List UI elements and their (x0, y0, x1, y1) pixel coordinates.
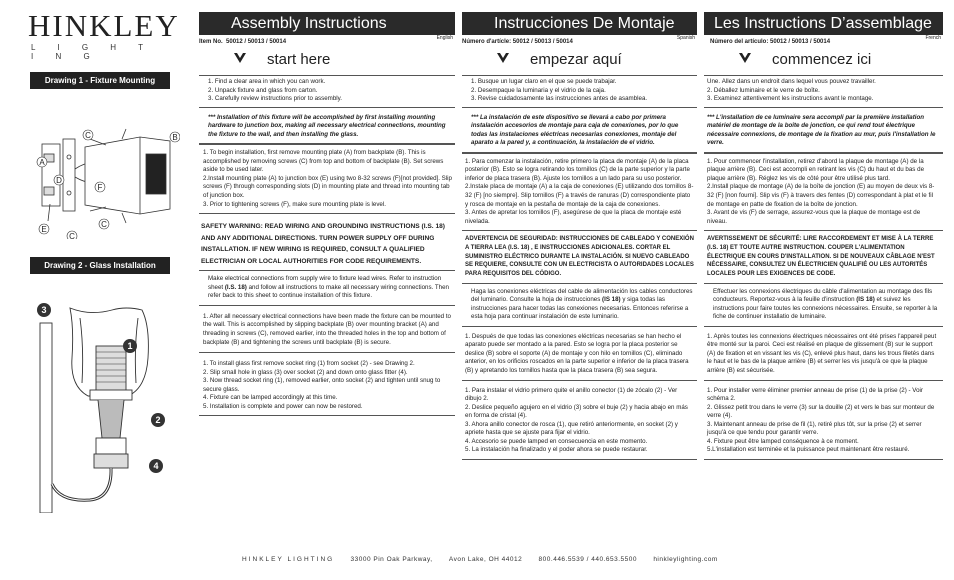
footer-brand: HINKLEY LIGHTING (242, 556, 335, 563)
label-2: 2 (155, 415, 161, 425)
label-c-bottom: C (101, 220, 107, 229)
french-mounting-step: 2.Install plaque de montage (A) de la boîte de jonction (E) au moyen de deux vis 8-32 (F) [non fourni]. Slip vis (F) à travers des fentes (D) correspondant à plat et le fil de montage en patte de fixation de la boîte de jonction. (707, 183, 935, 208)
english-language-tag: English (436, 35, 453, 41)
label-d: D (56, 176, 62, 185)
spanish-mounting-steps (462, 153, 697, 231)
english-glass-step: 3. Now thread socket ring (1), removed earlier, onto socket (2) and tighten until snug to secure glass. (203, 377, 441, 393)
english-prep-steps (199, 75, 455, 108)
spanish-start-label: empezar aquí (530, 51, 622, 68)
spanish-title: Instrucciones De Montaje (462, 12, 697, 35)
english-prep-step: 3. Carefully review instructions prior to assembly. (208, 95, 342, 103)
page-footer (242, 556, 718, 563)
brand-subtitle: L I G H T I N G (31, 43, 153, 61)
footer-website: hinkleylighting.com (653, 556, 718, 563)
spanish-glass-step: 4. Accesorio se puede lamped en consecuencia en este momento. (465, 437, 648, 445)
english-prep-step: 1. Find a clear area in which you can work. (208, 78, 326, 85)
spanish-start (462, 48, 697, 72)
french-prep-step: 3. Examinez attentivement les instructions avant le montage. (707, 95, 874, 103)
spanish-language-tag: Spanish (676, 35, 695, 41)
spanish-glass-steps (462, 381, 697, 460)
english-item-label: Item No. (199, 39, 223, 45)
french-glass-step: 3. Maintenant anneau de prise de fil (1), retiré plus tôt, sur la prise (2) et serrer jusqu'à ce que tendu pour garantir verre. (707, 420, 922, 437)
glass-installation-diagram (30, 288, 180, 513)
french-prep-step: 2. Déballez luminaire et le verre de boîte. (707, 86, 820, 94)
english-start (199, 48, 455, 72)
spanish-item-label: Número d'artícle: (462, 39, 512, 45)
english-safety-warning: SAFETY WARNING: READ WIRING AND GROUNDING INSTRUCTIONS (I.S. 18) AND ANY ADDITIONAL DIRECTIONS. TURN POWER SUPPLY OFF DURING INSTALLATION. IF NEW WIRING IS REQUIRED, CONSULT A QUALIFIED ELECTRICIAN OR LOCAL AUTHORITIES FOR CODE REQUIREMENTS. (201, 223, 445, 265)
english-mounting-step: 2.Install mounting plate (A) to junction box (E) using two 8-32 screws (F)[not provided]. Slip screws (F) through corresponding slots (D) in mounting plate and thread into mounting tab of junction box. (203, 174, 452, 200)
french-language-tag: French (925, 35, 941, 41)
drawing-2-title: Drawing 2 - Glass Installation (30, 257, 170, 274)
french-item-label: Número del artículo: (710, 39, 769, 45)
spanish-glass-step: 2. Deslice pequeño agujero en el vidrio (3) sobre el buje (2) y hacia abajo en más en forma de cristal (4). (465, 403, 688, 420)
french-prep-step: Unе. Allez dans un endroit dans lequel vous pouvez travailler. (707, 78, 876, 85)
spanish-mounting-step: 2.Instale placa de montaje (A) a la caja de conexiones (E) utilizando dos tornillos 8-32 (F) [no siempre]. Slip tornillos (F) a través de ranuras (D) correspondiente plato y rosca de montaje en la pestaña de montaje de la caja de conexiones. (465, 183, 694, 208)
french-glass-step: 1. Pour installer verre éliminer premier anneau de prise (1) de la prise (2) - Voir schéma 2. (707, 386, 923, 403)
label-b: B (172, 133, 178, 142)
spanish-installation-note: *** La instalación de este dispositivo se llevará a cabo por primera instalación accesorios de montaje para caja de conexiones, por lo que todas las instalaciones eléctricas necesarias conexiones, montaje del aparato a la pared y, a continuación, la instalación de el vidrio. (462, 108, 697, 153)
fixture-mounting-diagram (30, 99, 180, 239)
spanish-prep-step: 3. Revise cuidadosamente las instrucciones antes de asamblea. (471, 95, 648, 103)
spanish-column (462, 12, 697, 460)
english-glass-step: 2. Slip small hole in glass (3) over socket (2) and down onto glass fitter (4). (203, 368, 408, 376)
spanish-mounting-step: 3. Antes de apretar los tornillos (F), asegúrese de que la placa de montaje esté nivelada. (465, 209, 682, 225)
english-mounting-steps (199, 144, 455, 214)
spanish-glass-step: 3. Ahora anillo conector de rosca (1), que retiró anteriormente, en socket (2) y apriete hasta que se ajuste para fijar el vidrio. (465, 420, 678, 437)
french-title: Les Instructions D’assemblage (704, 12, 943, 35)
spanish-mounting-step: 1. Para comenzar la instalación, retire primero la placa de montaje (A) de la placa posterior (B). Esto se logra retirando los tornillos (C) de la parte superior y la parte inferior de placa trasera (B). Ajuste los tornillos a un lado para su uso posterior. (465, 157, 690, 182)
english-start-label: start here (267, 51, 331, 68)
french-prep-steps (704, 75, 943, 108)
chevron-down-icon (738, 51, 752, 65)
spanish-glass-step: 5. La instalación ha finalizado y el poder ahora se puede restaurar. (465, 446, 648, 454)
footer-phone: 800.446.5539 / 440.653.5500 (538, 556, 637, 563)
chevron-down-icon (233, 51, 247, 65)
english-glass-step: 5. Installation is complete and power can now be restored. (203, 402, 363, 410)
label-1: 1 (127, 341, 133, 351)
french-safety-warning: AVERTISSEMENT DE SÉCURITÉ: LIRE RACCORDEMENT ET MISE À LA TERRE (I.S. 18) ET TOUTE AUTRE INSTRUCTION. COUPER L'ALIMENTATION ÉLECTRIQUE EN COURS D'INSTALLATION. SI DE NOUVEAUX CÂBLAGE N'EST NÉCESSAIRE, CONSULTEZ UN ÉLECTRICIEN QUALIFIÉ OU LES AUTORITÉS LOCALES POUR LES EXIGENCES DE CODE. (704, 231, 943, 283)
drawing-2-panel (30, 257, 170, 518)
french-start (704, 48, 943, 72)
french-glass-steps (704, 381, 943, 460)
english-glass-step: 1. To install glass first remove socket ring (1) from socket (2) - see Drawing 2. (203, 360, 415, 368)
label-c-top: C (85, 131, 91, 140)
english-column (199, 12, 455, 416)
spanish-item-row (462, 35, 697, 48)
spanish-prep-step: 2. Desempaque la luminaria y el vidrio de la caja. (471, 86, 606, 94)
english-glass-step: 4. Fixture can be lamped accordingly at this time. (203, 394, 338, 402)
english-backplate-step: 1. After all necessary electrical connections have been made the fixture can be mounted to the wall. This is accomplished by slipping backplate (B) over mounting bracket (A) and threading in screws (C), removed earlier, into the threaded holes in the top and bottom of backplate (B) and tightening the screws until backplate (B) is secure. (199, 306, 455, 353)
english-item-row (199, 35, 455, 48)
drawing-1-title: Drawing 1 - Fixture Mounting (30, 72, 170, 89)
spanish-electrical-connections: Haga las conexiones eléctricas del cable de alimentación los cables conductores del luminario. Consulte la hoja de instrucciones (IS 18) y siga todas las instrucciones para hacer todas las conexiones necesarias. Entonces referirse a esta hoja para continuar instalación de este luminario. (462, 284, 697, 327)
english-title: Assembly Instructions (199, 12, 455, 35)
french-mounting-steps (704, 153, 943, 231)
french-glass-step: 4. Fixture peut être lamped conséquence à ce moment. (707, 437, 859, 445)
french-mounting-step: 1. Pour commencer l'installation, retirez d'abord la plaque de montage (A) de la plaque arrière (B). Ceci est accompli en retirant les vis (C) du haut et du bas de plaque arrière (B). Réglez les vis de côté pour être utilisé plus tard. (707, 157, 925, 182)
footer-address: 33000 Pin Oak Parkway, (350, 556, 433, 563)
label-3: 3 (41, 305, 47, 315)
spanish-prep-step: 1. Busque un lugar claro en el que se puede trabajar. (471, 78, 617, 85)
brand-name: HINKLEY (28, 8, 180, 43)
english-mounting-step: 1. To begin installation, first remove mounting plate (A) from backplate (B). This is accomplished by removing screws (C) from top and bottom of backplate (B). Set screws aside to be used later. (203, 149, 444, 174)
spanish-item-numbers: 50012 / 50013 / 50014 (512, 39, 573, 45)
english-installation-note: *** Installation of this fixture will be accomplished by first installing mounting hardware to junction box, making all necessary electrical connections, mounting the fixture to the wall, and then installing the glass. (199, 108, 455, 145)
english-prep-step: 2. Unpack fixture and glass from carton. (208, 86, 318, 94)
french-item-row (704, 35, 943, 48)
spanish-backplate-step: 1. Después de que todas las conexiones eléctricas necesarias se han hecho el aparato puede ser montado a la pared. Esto se logra por la placa posterior se deslice (B) sobre el soporte (A) de montaje y con hilo en tornillos (C), eliminado anterior, en los orificios roscados en la parte superior e inferior de la placa trasera (B) y apretando los tornillos hasta que la placa trasera (B) sea segura. (462, 327, 697, 381)
label-c-screw: C (69, 232, 75, 239)
french-installation-note: *** L'installation de ce luminaire sera accompli par la première installation matériel de montage de la boîte de jonction, ce qui rend tout électrique nécessaire connexions, de montage de la fixation au mur, puis l'installation le verre. (704, 108, 943, 153)
label-e: E (41, 225, 47, 234)
french-glass-step: 5.L'installation est terminée et la puissance peut maintenant être restauré. (707, 446, 910, 454)
footer-city: Avon Lake, OH 44012 (448, 556, 523, 563)
drawing-1-panel (30, 72, 178, 244)
french-glass-step: 2. Glissez petit trou dans le verre (3) sur la douille (2) et vers le bas sur monteur de verre (4). (707, 403, 935, 420)
label-a: A (39, 158, 45, 167)
spanish-safety-warning: ADVERTENCIA DE SEGURIDAD: INSTRUCCIONES DE CABLEADO Y CONEXIÓN A TIERRA LEA (I.S. 18) , E INSTRUCCIONES ADICIONALES. CORTAR EL SUMINISTRO ELÉCTRICO DURANTE LA INSTALACIÓN. SI NUEVO CABLEADO SE REQUIERE, CONSULTE CON UN ELECTRICISTA O AUTORIDADES LOCALES PARA REQUISITOS DEL CÓDIGO. (462, 231, 697, 283)
english-glass-steps (199, 353, 455, 416)
french-backplate-step: 1. Après toutes les connexions électriques nécessaires ont été prises l'appareil peut être monté sur la paroi. Ceci est réalisé en plaque de glissement (B) sur le support (A) de fixation et en vissant les vis (C), enlevé plus haut, dans les trous filetés dans le haut et le bas de la plaque arrière (B) et serrer les vis jusqu'à ce que la plaque arrière (B) est sécurisée. (704, 327, 943, 381)
spanish-prep-steps (462, 75, 697, 108)
english-item-numbers: 50012 / 50013 / 50014 (226, 39, 287, 45)
french-start-label: commencez ici (772, 51, 872, 68)
french-item-numbers: 50012 / 50013 / 50014 (770, 39, 831, 45)
label-4: 4 (153, 461, 159, 471)
spanish-glass-step: 1. Para instalar el vidrio primero quite el anillo conector (1) de zócalo (2) - Ver dibujo 2. (465, 386, 678, 403)
french-mounting-step: 3. Avant de vis (F) de serrage, assurez-vous que la plaque de montage est de niveau. (707, 209, 921, 225)
french-column (704, 12, 943, 460)
chevron-down-icon (496, 51, 510, 65)
label-f: F (97, 183, 103, 192)
brand-logo (28, 8, 180, 61)
english-mounting-step: 3. Prior to tightening screws (F), make sure mounting plate is level. (203, 200, 386, 208)
french-electrical-connections: Effectuer les connexions électriques du câble d'alimentation au montage des fils conducteurs. Reportez-vous à la feuille d'instruction (IS 18) et suivez les instructions pour faire toutes les connexions nécessaires. Ensuite, se reporter à la fiche de continuer installatio de luminaire. (704, 284, 943, 327)
english-electrical-connections: Make electrical connections from supply wire to fixture lead wires. Refer to instruction sheet (I.S. 18) and follow all instructions to make all necessary wiring connections. Then refer back to this sheet to continue installation of this fixture. (199, 270, 455, 306)
